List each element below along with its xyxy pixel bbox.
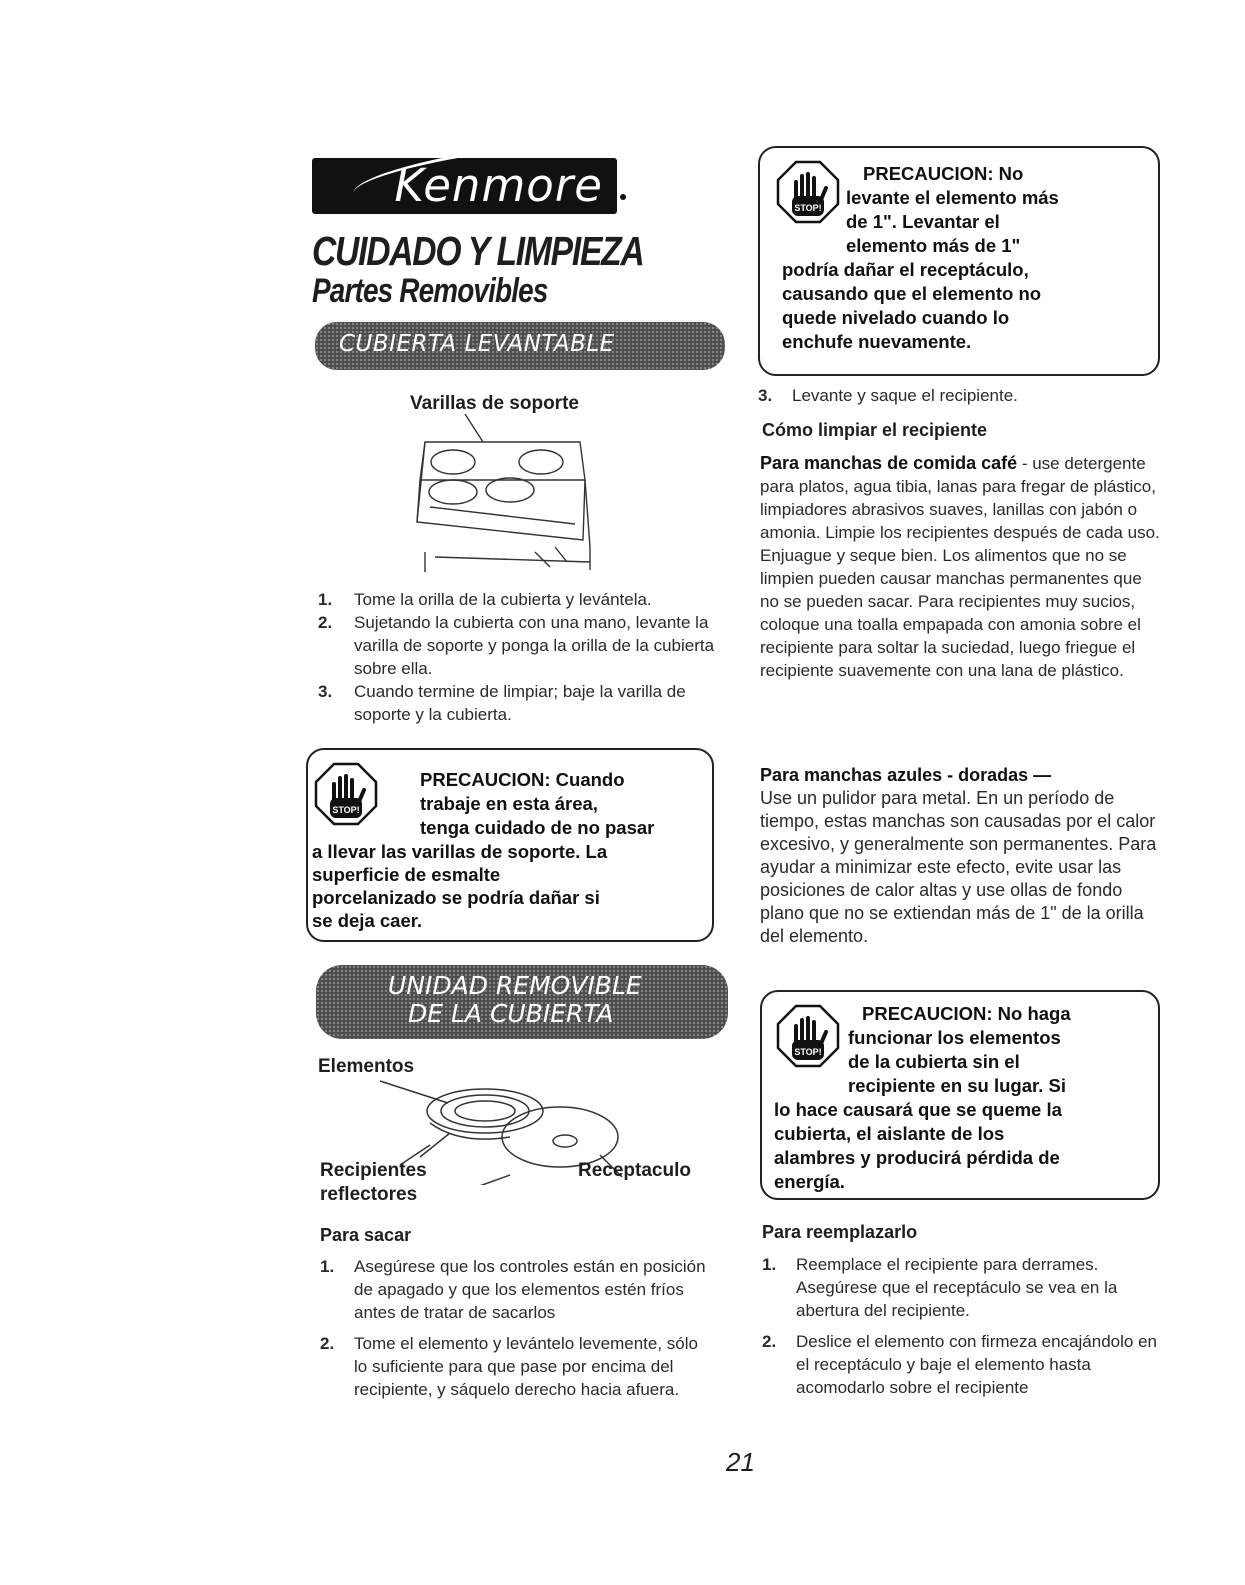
banner-text-line2: DE LA CUBIERTA <box>408 999 614 1028</box>
page-subtitle: Partes Removibles <box>312 272 548 310</box>
caution-line: PRECAUCION: No <box>863 163 1024 184</box>
list-item: 2. Tome el elemento y levántelo levemente, sólo lo suficiente para que pase por encima del recipiente, y sáquelo derecho hacia afuera. <box>320 1334 698 1399</box>
caution-line: superficie de esmalte <box>312 864 501 885</box>
caution-line: PRECAUCION: Cuando <box>420 769 625 790</box>
figure-label-recipientes: Recipientes <box>320 1160 427 1181</box>
lift-steps <box>318 588 718 726</box>
heading-para-reemplazarlo: Para reemplazarlo <box>762 1222 918 1242</box>
caution-line: enchufe nuevamente. <box>782 331 972 352</box>
page-number: 21 <box>726 1447 755 1477</box>
section-banner-unidad-removible <box>316 965 728 1039</box>
figure-label-varillas: Varillas de soporte <box>410 393 579 414</box>
list-item: 2. Sujetando la cubierta con una mano, levante la varilla de soporte y ponga la orilla de la cubierta sobre ella. <box>318 613 715 678</box>
figure-label-receptaculo: Receptaculo <box>578 1160 691 1181</box>
figure-label-reflectores: reflectores <box>320 1184 418 1205</box>
caution-line: energía. <box>774 1171 845 1192</box>
banner-text: CUBIERTA LEVANTABLE <box>339 331 615 357</box>
cooktop-lift-illustration <box>405 412 605 582</box>
stop-hand-icon <box>314 762 378 826</box>
heading-como-limpiar: Cómo limpiar el recipiente <box>762 420 988 440</box>
caution-box-no-pan <box>760 990 1160 1200</box>
figure-label-elementos: Elementos <box>318 1056 415 1077</box>
caution-line: a llevar las varillas de soporte. La <box>312 841 608 862</box>
svg-text:STOP!: STOP! <box>332 805 360 815</box>
step-3 <box>758 384 1158 407</box>
kenmore-logo <box>312 158 617 214</box>
section-banner-cubierta-levantable <box>315 322 725 370</box>
logo-text: Kenmore <box>394 159 603 212</box>
list-item: 1. Reemplace el recipiente para derrames. Asegúrese que el receptáculo se vea en la abertura del recipiente. <box>762 1255 1118 1320</box>
stop-hand-icon <box>776 1004 840 1068</box>
caution-line: lo hace causará que se queme la <box>774 1099 1062 1120</box>
replace-steps <box>762 1253 1162 1399</box>
brown-stains-paragraph: Para manchas de comida café - use detergente para platos, agua tibia, lanas para fregar de plástico, limpiadores abrasivos suaves, lanillas con jabón o amonia. Limpie los recipientes después de cada uso. Enjuague y seque bien. Los alimentos que no se limpien pueden causar manchas permanentes que no se pueden sacar. Para recipientes muy sucios, coloque una toalla empapada con amonia sobre el recipiente para soltar la suciedad, luego friegue el recipiente suavemente con una lana de plástico. <box>760 453 1160 680</box>
caution-line: causando que el elemento no <box>782 283 1042 304</box>
list-item: 3. Levante y saque el recipiente. <box>758 386 1018 405</box>
caution-line: de 1". Levantar el <box>846 211 1000 232</box>
caution-line: elemento más de 1" <box>846 235 1021 256</box>
list-item: 3. Cuando termine de limpiar; baje la varilla de soporte y la cubierta. <box>318 682 686 724</box>
caution-box-lift <box>306 748 714 942</box>
caution-line: de la cubierta sin el <box>848 1051 1020 1072</box>
caution-line: recipiente en su lugar. Si <box>848 1075 1066 1096</box>
caution-line: alambres y producirá pérdida de <box>774 1147 1060 1168</box>
heading-para-sacar: Para sacar <box>320 1225 412 1245</box>
caution-line: tenga cuidado de no pasar <box>420 817 655 838</box>
list-item: 1. Asegúrese que los controles están en posición de apagado y que los elementos estén fríos antes de tratar de sacarlos <box>320 1257 706 1322</box>
caution-line: funcionar los elementos <box>848 1027 1061 1048</box>
caution-line: levante el elemento más <box>846 187 1059 208</box>
logo-dot <box>620 194 626 200</box>
caution-line: quede nivelado cuando lo <box>782 307 1010 328</box>
caution-line: PRECAUCION: No haga <box>862 1003 1071 1024</box>
caution-line: podría dañar el receptáculo, <box>782 259 1029 280</box>
remove-steps <box>320 1255 710 1401</box>
list-item: 1. Tome la orilla de la cubierta y levántela. <box>318 590 652 609</box>
svg-text:STOP!: STOP! <box>794 203 822 213</box>
caution-line: trabaje en esta área, <box>420 793 598 814</box>
banner-text-line1: UNIDAD REMOVIBLE <box>388 971 642 1000</box>
list-item: 2. Deslice el elemento con firmeza encajándolo en el receptáculo y baje el elemento hasta acomodarlo sobre el recipiente <box>762 1332 1157 1397</box>
stop-hand-icon <box>776 160 840 224</box>
caution-line: cubierta, el aislante de los <box>774 1123 1005 1144</box>
svg-text:STOP!: STOP! <box>794 1047 822 1057</box>
caution-line: porcelanizado se podría dañar si <box>312 887 600 908</box>
page-title: CUIDADO Y LIMPIEZA <box>312 228 644 274</box>
blue-stains-paragraph: Para manchas azules - doradas — Use un pulidor para metal. En un período de tiempo, estas manchas son causadas por el calor excesivo, y generalmente son permanentes. Para ayudar a minimizar este efecto, evite usar las posiciones de calor altas y use ollas de fondo plano que no se extiendan más de 1" de la orilla del elemento. <box>760 765 1157 946</box>
caution-line: se deja caer. <box>312 910 423 931</box>
caution-box-element-height <box>758 146 1160 376</box>
